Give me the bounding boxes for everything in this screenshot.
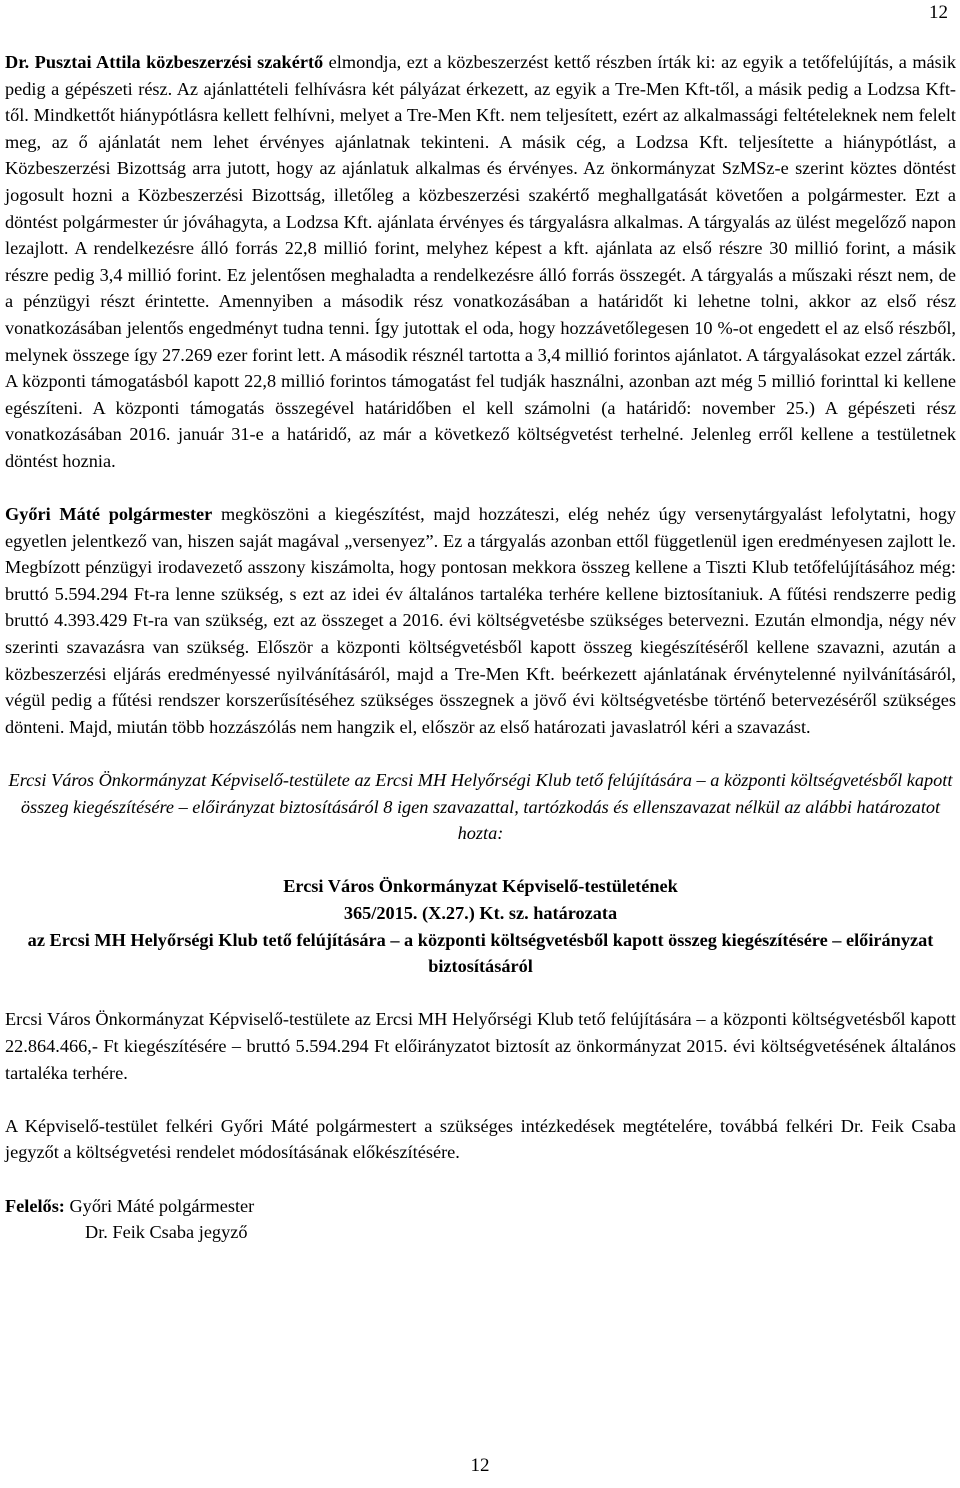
paragraph-pusztai-text: elmondja, ezt a közbeszerzést kettő részben írták ki: az egyik a tetőfelújítás, a másik pedig a gépészeti rész. Az ajánlattételi felhívásra két pályázat érkezett, az egyik a Tre-Men Kft-től, a másik pedig a Lodzsa Kft-től. Mindkettőt hiánypótlásra kellett felhívni, melyet a Tre-Men Kft. nem teljesített, ezért az alkalmassági feltételeknek nem felelt meg, az ő ajánlatát nem lehet érvényes ajánlatnak tekinteni. A másik cég, a Lodzsa Kft. teljesítette a hiánypótlást, a Közbeszerzési Bizottság arra jutott, hogy az ajánlatuk alkalmas és érvényes. Az önkormányzat SzMSz-e szerint köztes döntést jogosult hozni a Közbeszerzési Bizottság, illetőleg a közbeszerzési szakértő meghallgatását követően a polgármester. Ezt a döntést polgármester úr jóváhagyta, a Lodzsa Kft. ajánlata érvényes és tárgyalásra alkalmas. A tárgyalás az ülést megelőző napon lezajlott. A rendelkezésre álló forrás 22,8 millió forint, melyhez képest a kft. ajánlata az első részre 30 millió forint, a másik részre pedig 3,4 millió forint. Ez jelentősen meghaladta a rendelkezésre álló forrás összegét. A tárgyalás a műszaki részt nem, de a pénzügyi részt érintette. Amennyiben a második rész vonatkozásában a határidőt ki lehetne tolni, akkor az első rész vonatkozásában jelentős engedményt tudna tenni. Így jutottak el oda, hogy hozzávetőlegesen 10 %-ot engedett el az első részből, melynek összege így 27.269 ezer forint lett. A második résznél tartotta a 3,4 millió forintos ajánlatot. A tárgyalásokat ezzel zárták. A központi támogatásból kapott 22,8 millió forintos támogatást fel tudják használni, azonban azt még 5 millió forinttal ki kellene egészíteni. A központi támogatás összegével határidőben el kell számolni (a határidő: november 25.) A gépészeti rész vonatkozásában 2016. január 31-e a határidő, az már a következő költségvetést terhelné. Jelenleg erről kellene a testületnek döntést hoznia.	[5, 52, 956, 471]
speaker-gyori: Győri Máté polgármester	[5, 504, 213, 525]
paragraph-gyori	[5, 501, 956, 740]
document-content	[5, 49, 956, 1246]
resolution-title-line2: 365/2015. (X.27.) Kt. sz. határozata	[343, 903, 618, 923]
spacer	[5, 475, 956, 502]
paragraph-pusztai	[5, 49, 956, 475]
spacer	[5, 1086, 956, 1113]
responsible-person1: Győri Máté polgármester	[64, 1195, 255, 1216]
resolution-body-1: Ercsi Város Önkormányzat Képviselő-testülete az Ercsi MH Helyőrségi Klub tető felújítására – a központi költségvetésből kapott 22.864.466,- Ft kiegészítésére – bruttó 5.594.294 Ft előirányzatot biztosít az önkormányzat 2015. évi költségvetésének általános tartaléka terhére.	[5, 1009, 956, 1083]
spacer	[5, 740, 956, 767]
resolution-title-line1: Ercsi Város Önkormányzat Képviselő-testületének	[283, 876, 678, 897]
responsible-line	[5, 1193, 956, 1220]
spacer	[5, 980, 956, 1007]
speaker-pusztai: Dr. Pusztai Attila közbeszerzési szakértő	[5, 52, 324, 72]
resolution-body-2: A Képviselő-testület felkéri Győri Máté polgármestert a szükséges intézkedések megtételére, továbbá felkéri Dr. Feik Csaba jegyzőt a költségvetési rendelet módosításának előkészítésére.	[5, 1115, 956, 1163]
responsible-label: Felelős:	[5, 1195, 65, 1216]
spacer	[5, 847, 956, 874]
resolution-title-line3: az Ercsi MH Helyőrségi Klub tető felújítására – a központi költségvetésből kapott összeg kiegészítésére – előirányzat biztosításáról	[27, 929, 934, 977]
vote-statement: Ercsi Város Önkormányzat Képviselő-testülete az Ercsi MH Helyőrségi Klub tető felújítására – a központi költségvetésből kapott összeg kiegészítésére – előirányzat biztosításáról 8 igen szavazattal, tartózkodás és ellenszavazat nélkül az alábbi határozatot hozta:	[8, 770, 953, 844]
page-number-top: 12	[929, 2, 948, 23]
page-number-bottom: 12	[470, 1455, 490, 1476]
paragraph-gyori-text: megköszöni a kiegészítést, majd hozzáteszi, elég nehéz úgy versenytárgyalást lefolytatni, hogy egyetlen jelentkező van, hiszen saját magával „versenyez”. Ez a tárgyalás azonban ettől függetlenül igen eredményesen zajlott le. Megbízott pénzügyi irodavezető asszony kiszámolta, hogy pontosan mekkora összeg kellene a Tiszti Klub tetőfelújításához még: bruttó 5.594.294 Ft-ra lenne szükség, s ezt az idei év általános tartaléka terhére kellene biztosítaniuk. A fűtési rendszerre pedig bruttó 4.393.429 Ft-ra van szükség, ezt az összeget a 2016. évi költségvetésbe szükséges betervezni. Ezután elmondja, négy név szerinti szavazásra van szükség. Először a központi költségvetésből kapott összeg kiegészítéséről kellene szavazni, azután a közbeszerzési eljárás eredményessé nyilvánításáról, majd a Tre-Men Kft. beérkezett ajánlatának érvénytelenné nyilvánításáról, végül pedig a fűtési rendszer korszerűsítéséhez szükséges összegnek a jövő évi költségvetésbe történő betervezéséről szükséges dönteni. Majd, miután több hozzászólás nem hangzik el, először az első határozati javaslatról kéri a szavazást.	[5, 504, 956, 737]
responsible-person2: Dr. Feik Csaba jegyző	[85, 1222, 248, 1243]
spacer	[5, 1166, 956, 1193]
